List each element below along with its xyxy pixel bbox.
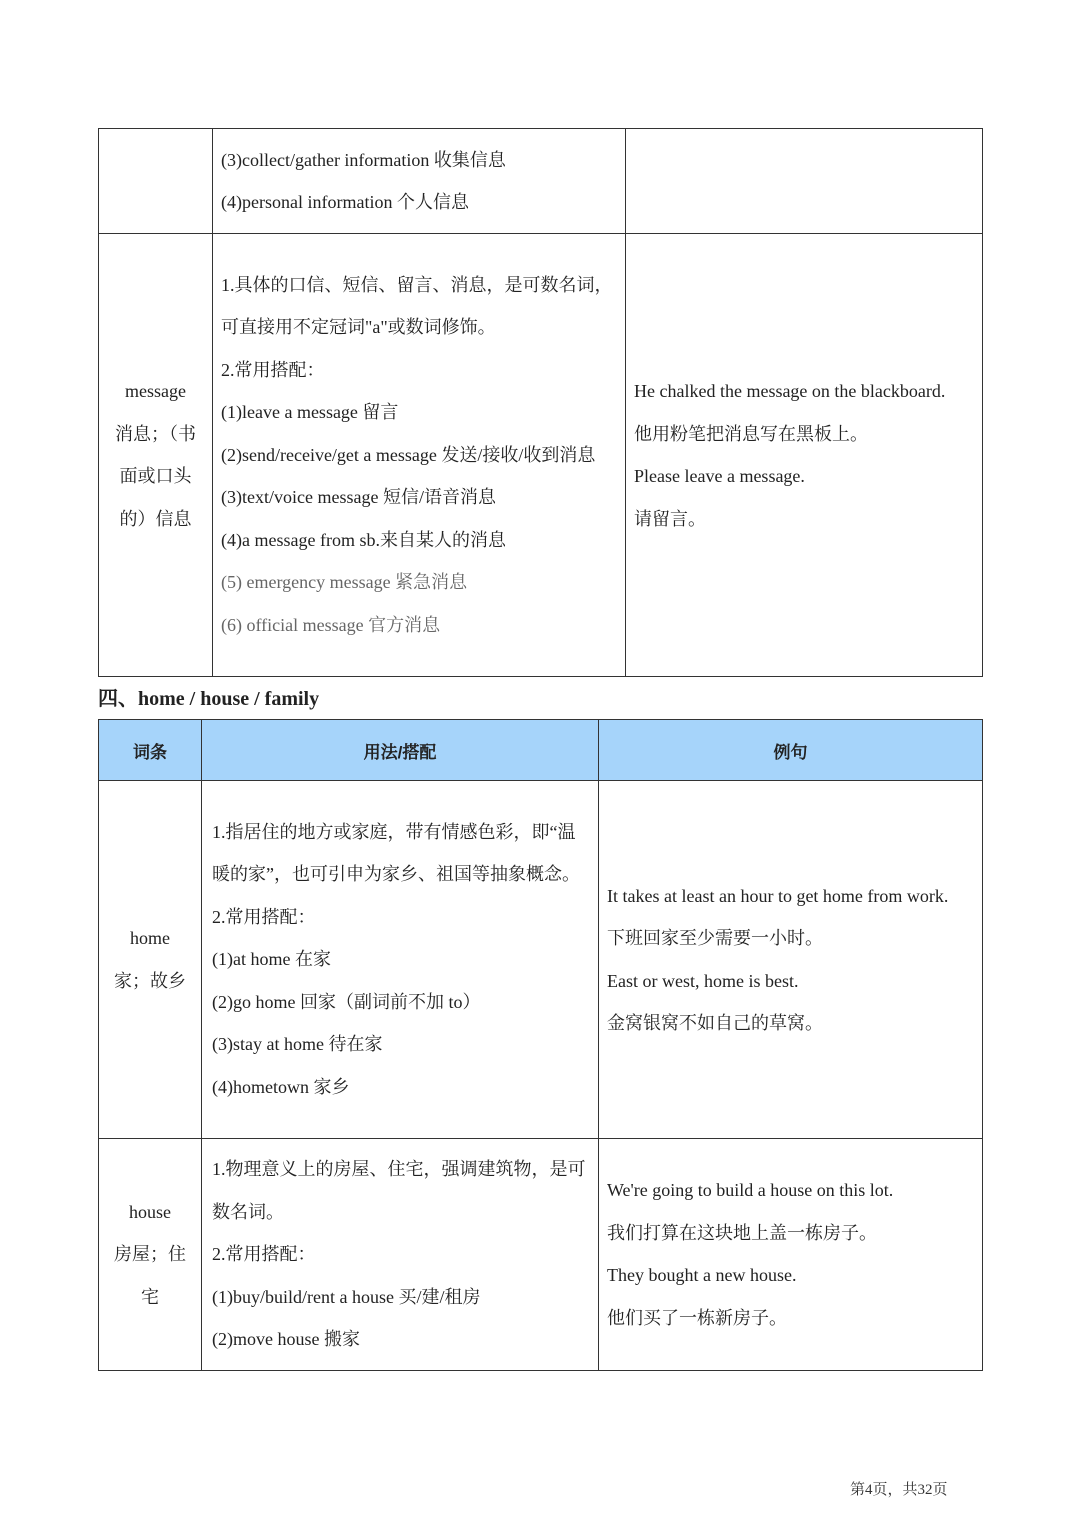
example-cell	[626, 234, 983, 677]
word-cell	[99, 781, 202, 1139]
example-line: 他用粉笔把消息写在黑板上。	[634, 423, 868, 444]
example-line: 金窝银窝不如自己的草窝。	[607, 1013, 823, 1033]
vocab-table-home-house-family	[98, 719, 983, 1371]
word-meaning: 面或口头	[119, 466, 192, 486]
section-heading: 四、home / house / family	[98, 688, 320, 710]
usage-line: (4)hometown 家乡	[212, 1076, 350, 1097]
word-meaning: 家；故乡	[114, 970, 186, 991]
example-line: 下班回家至少需要一小时。	[607, 928, 823, 948]
header-examples: 例句	[599, 720, 983, 781]
usage-line: 2.常用搭配：	[212, 1244, 316, 1264]
example-cell	[626, 129, 983, 234]
word-cell	[99, 129, 213, 234]
example-cell	[599, 1139, 983, 1371]
usage-line: (3)text/voice message 短信/语音消息	[221, 487, 496, 508]
table-header-row	[99, 720, 983, 781]
example-line: 我们打算在这块地上盖一栋房子。	[607, 1222, 877, 1243]
usage-line: (2)send/receive/get a message 发送/接收/收到消息	[221, 444, 596, 465]
usage-cell	[213, 129, 626, 234]
usage-line: 1.物理意义上的房屋、住宅，强调建筑物，是可数名词。	[212, 1159, 586, 1222]
word-meaning: 宅	[141, 1286, 159, 1307]
usage-line: (1)buy/build/rent a house 买/建/租房	[212, 1286, 481, 1307]
usage-line: (3)collect/gather information 收集信息	[221, 149, 506, 170]
example-line: We're going to build a house on this lot.	[607, 1180, 894, 1201]
usage-line: 1.具体的口信、短信、留言、消息，是可数名词，可直接用不定冠词"a"或数词修饰。	[221, 274, 613, 338]
table-row	[99, 234, 983, 677]
usage-line: (2)move house 搬家	[212, 1329, 360, 1349]
usage-line: 2.常用搭配：	[221, 359, 325, 380]
usage-cell	[202, 1139, 599, 1371]
usage-line: (5) emergency message 紧急消息	[221, 572, 468, 593]
header-usage: 用法/搭配	[202, 720, 599, 781]
example-line: He chalked the message on the blackboard.	[634, 381, 946, 401]
usage-line: (2)go home 回家（副词前不加 to）	[212, 991, 481, 1012]
header-word: 词条	[99, 720, 202, 781]
usage-line: 2.常用搭配：	[212, 906, 316, 927]
example-line: It takes at least an hour to get home from work.	[607, 885, 949, 906]
table-row-house	[99, 1139, 983, 1371]
usage-cell	[213, 234, 626, 677]
word-cell	[99, 1139, 202, 1371]
table-row	[99, 129, 983, 234]
usage-line: (1)at home 在家	[212, 949, 331, 970]
word-meaning: 的）信息	[119, 508, 192, 529]
usage-line: (3)stay at home 待在家	[212, 1034, 383, 1055]
usage-cell	[202, 781, 599, 1139]
example-line: They bought a new house.	[607, 1265, 797, 1286]
word-cell	[99, 234, 213, 677]
table-row-home	[99, 781, 983, 1139]
page-number: 第4页，共32页	[850, 1482, 948, 1498]
example-line: East or west, home is best.	[607, 970, 799, 991]
usage-line: 1.指居住的地方或家庭，带有情感色彩，即“温暖的家”，也可引申为家乡、祖国等抽象概念。	[212, 821, 580, 885]
word-term: message	[125, 381, 186, 401]
example-line: 请留言。	[634, 508, 706, 529]
example-line: Please leave a message.	[634, 466, 805, 486]
usage-line: (6) official message 官方消息	[221, 614, 441, 635]
usage-line: (1)leave a message 留言	[221, 402, 399, 423]
example-cell	[599, 781, 983, 1139]
example-line: 他们买了一栋新房子。	[607, 1307, 787, 1328]
word-term: home	[130, 928, 170, 948]
usage-line: (4)a message from sb.来自某人的消息	[221, 529, 506, 550]
word-meaning: 消息；（书	[115, 423, 196, 444]
vocab-table-continued	[98, 128, 983, 677]
word-meaning: 房屋；住	[114, 1244, 186, 1264]
word-term: house	[129, 1201, 171, 1222]
usage-line: (4)personal information 个人信息	[221, 192, 469, 212]
